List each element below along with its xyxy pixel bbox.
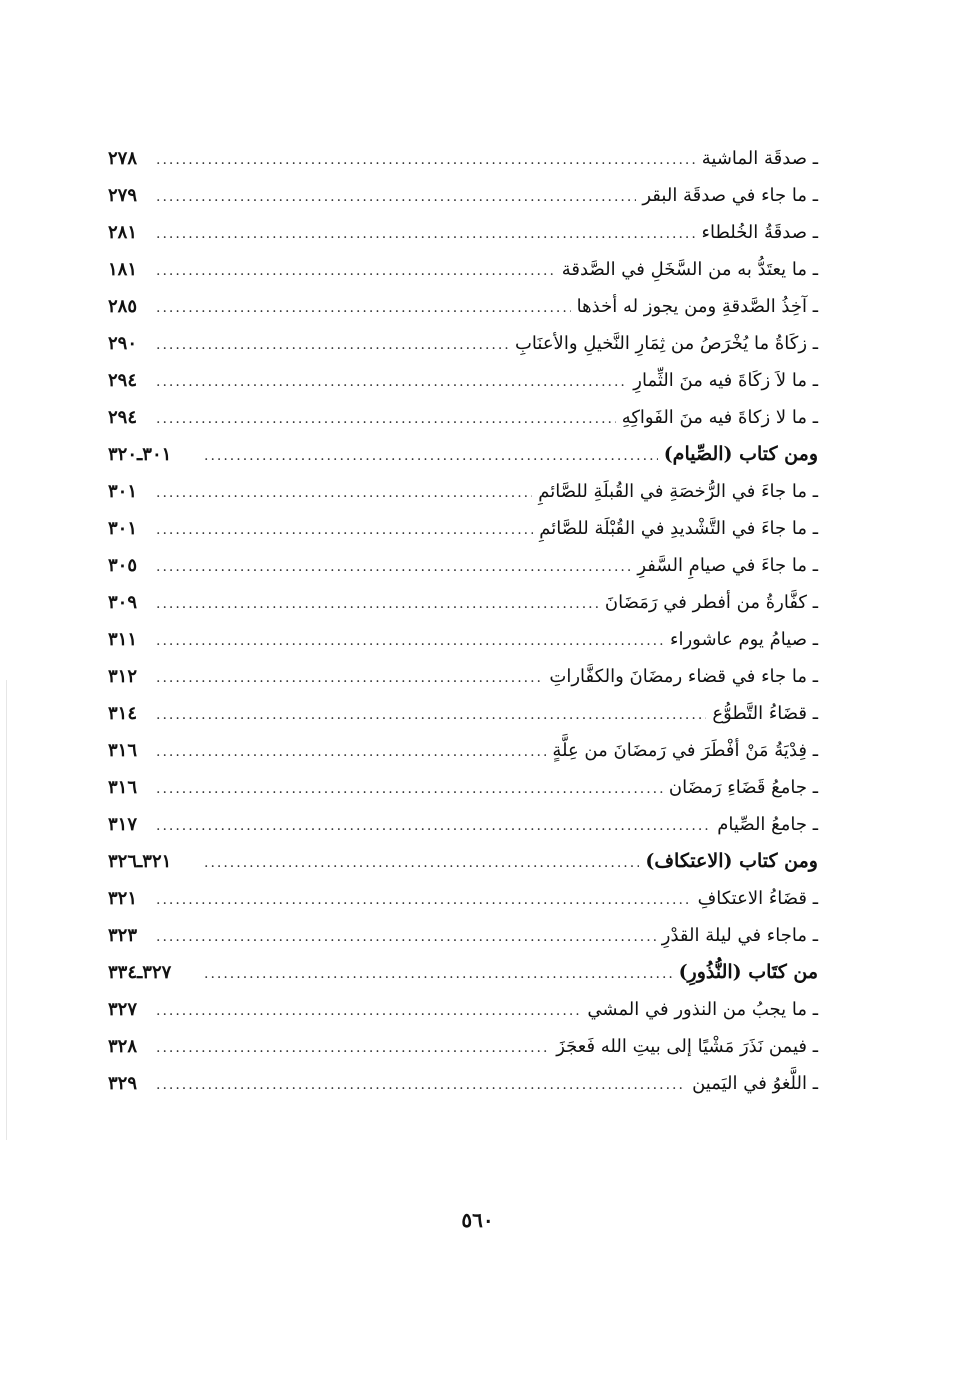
toc-dot-leader bbox=[156, 882, 692, 919]
toc-entry-title: ـ ما لا زكاةَ فيه منَ الفَواكِهِ bbox=[621, 407, 818, 428]
toc-dot-leader bbox=[156, 142, 696, 179]
toc-dot-leader bbox=[156, 1030, 550, 1067]
toc-entry-page: ٣١١ bbox=[108, 629, 138, 650]
toc-entry-page: ٣١٦ bbox=[108, 740, 138, 761]
toc-entry-page: ٣٢٨ bbox=[108, 1036, 138, 1057]
toc-entry-page: ٣٢٧ـ٣٣٤ bbox=[108, 962, 172, 983]
toc-entry-page: ٢٩٠ bbox=[108, 333, 138, 354]
toc-entry-title: ـ صدقَة الماشية bbox=[701, 148, 818, 169]
toc-dot-leader bbox=[156, 993, 581, 1030]
toc-entry-page: ٣٢٩ bbox=[108, 1073, 138, 1094]
toc-entry-page: ٣٢١ـ٣٢٦ bbox=[108, 851, 172, 872]
table-of-contents bbox=[108, 140, 818, 1102]
toc-entry bbox=[108, 510, 818, 547]
toc-dot-leader bbox=[156, 697, 706, 734]
toc-book-heading bbox=[108, 843, 818, 880]
toc-dot-leader bbox=[156, 475, 532, 512]
toc-dot-leader bbox=[156, 549, 631, 586]
toc-entry-title: من كتَاب (النُّذُورِ) bbox=[678, 961, 818, 983]
toc-entry bbox=[108, 769, 818, 806]
toc-dot-leader bbox=[156, 401, 616, 438]
toc-dot-leader bbox=[204, 845, 639, 882]
toc-entry-title: ـ ما جاء في قضاء رمضَانَ والكفَّاراتِ bbox=[549, 666, 818, 687]
toc-entry bbox=[108, 991, 818, 1028]
toc-dot-leader bbox=[204, 438, 658, 475]
toc-entry bbox=[108, 917, 818, 954]
toc-entry bbox=[108, 658, 818, 695]
toc-entry bbox=[108, 288, 818, 325]
toc-entry-title: ـ ما جاءَ في الرُّخصَةِ في القُبلَةِ للصَّائمِ bbox=[538, 481, 818, 502]
toc-dot-leader bbox=[204, 956, 673, 993]
toc-dot-leader bbox=[156, 734, 546, 771]
toc-entry-page: ١٨١ bbox=[108, 259, 138, 280]
toc-dot-leader bbox=[156, 771, 663, 808]
toc-dot-leader bbox=[156, 808, 711, 845]
toc-entry-page: ٣٠١ bbox=[108, 518, 138, 539]
toc-entry bbox=[108, 177, 818, 214]
toc-entry-page: ٢٧٩ bbox=[108, 185, 138, 206]
toc-entry-title: ـ ما جاءَ في التَّشْديدِ في القُبْلَة للصَّائمِ bbox=[539, 518, 818, 539]
toc-entry-page: ٣٢٣ bbox=[108, 925, 138, 946]
toc-entry bbox=[108, 1065, 818, 1102]
toc-dot-leader bbox=[156, 1067, 686, 1104]
toc-dot-leader bbox=[156, 327, 509, 364]
toc-entry-page: ٣٠١ـ٣٢٠ bbox=[108, 444, 172, 465]
toc-entry-title: ـ جامعُ الصِّيام bbox=[717, 814, 818, 835]
toc-entry bbox=[108, 621, 818, 658]
toc-entry-title: ـ ما يجبُ من النذور في المشي bbox=[587, 999, 818, 1020]
toc-dot-leader bbox=[156, 179, 636, 216]
toc-dot-leader bbox=[156, 290, 571, 327]
toc-entry-title: ـ ما جاء في صدقَة البقر bbox=[642, 185, 818, 206]
toc-entry-title: ـ زكَاةُ ما يُخْرَصُ من ثِمَارِ النَّخيلِ والأعنَابِ bbox=[514, 333, 818, 354]
toc-entry-title: ـ صيامُ يوم عاشوراء bbox=[670, 629, 818, 650]
toc-entry-title: ـ ماجاء في ليلة القدْرِ bbox=[661, 925, 818, 946]
toc-dot-leader bbox=[156, 364, 627, 401]
toc-entry-title: ـ كفَّارةُ من أفطر في رَمَضَانَ bbox=[604, 592, 818, 613]
toc-entry-title: ـ ما يعتَدُّ به من السَّخَلِ في الصَّدقة bbox=[561, 259, 818, 280]
toc-entry bbox=[108, 399, 818, 436]
toc-dot-leader bbox=[156, 253, 556, 290]
toc-dot-leader bbox=[156, 660, 543, 697]
toc-dot-leader bbox=[156, 216, 696, 253]
toc-entry-page: ٣١٧ bbox=[108, 814, 138, 835]
toc-dot-leader bbox=[156, 512, 533, 549]
toc-entry bbox=[108, 732, 818, 769]
page-number: ٥٦٠ bbox=[461, 1208, 494, 1232]
toc-entry bbox=[108, 695, 818, 732]
toc-entry bbox=[108, 880, 818, 917]
toc-book-heading bbox=[108, 954, 818, 991]
toc-entry-title: ـ قضَاءُ التَّطوُّع bbox=[712, 703, 818, 724]
toc-entry-title: ومن كتاب (الاعتكاف) bbox=[645, 850, 818, 872]
toc-entry bbox=[108, 1028, 818, 1065]
toc-entry-page: ٢٧٨ bbox=[108, 148, 138, 169]
toc-entry-title: ـ ما لاَ زكَاةَ فيه منَ الثِّمارِ bbox=[633, 370, 818, 391]
toc-entry-page: ٣١٢ bbox=[108, 666, 138, 687]
toc-entry bbox=[108, 806, 818, 843]
toc-entry bbox=[108, 547, 818, 584]
toc-entry-title: ـ آخِذُ الصَّدقةِ ومن يجوز له أخذها bbox=[576, 296, 818, 317]
toc-entry-title: ـ قضَاءُ الاعتكافِ bbox=[697, 888, 818, 909]
toc-dot-leader bbox=[156, 919, 656, 956]
toc-entry-page: ٢٨١ bbox=[108, 222, 138, 243]
toc-entry bbox=[108, 362, 818, 399]
toc-entry bbox=[108, 140, 818, 177]
toc-entry-title: ـ اللَّغوُ في اليَمين bbox=[692, 1073, 818, 1094]
toc-entry-title: ومن كتاب (الصِّيام) bbox=[663, 443, 818, 465]
toc-entry-page: ٢٩٤ bbox=[108, 370, 138, 391]
toc-entry-page: ٣٢٧ bbox=[108, 999, 138, 1020]
toc-entry-page: ٣١٤ bbox=[108, 703, 138, 724]
toc-entry-page: ٣٠٩ bbox=[108, 592, 138, 613]
toc-entry-page: ٢٩٤ bbox=[108, 407, 138, 428]
toc-entry-page: ٣٠١ bbox=[108, 481, 138, 502]
scan-edge-line bbox=[6, 680, 7, 1140]
toc-entry-page: ٣٠٥ bbox=[108, 555, 138, 576]
toc-entry-title: ـ جامعُ قَضَاءِ رَمضَان bbox=[668, 777, 818, 798]
toc-entry bbox=[108, 251, 818, 288]
toc-entry-title: ـ ما جاءَ في صيامِ السَّفرِ bbox=[637, 555, 818, 576]
toc-entry-page: ٢٨٥ bbox=[108, 296, 138, 317]
toc-entry-title: ـ فِدْيَةُ مَنْ أفْطَرَ في رَمضَانَ من عِلَّةٍ bbox=[552, 740, 818, 761]
toc-entry bbox=[108, 584, 818, 621]
toc-dot-leader bbox=[156, 586, 599, 623]
toc-dot-leader bbox=[156, 623, 664, 660]
toc-entry-title: ـ فيمن نَذَرَ مَشْيًا إلى بيتِ الله فَعجَزَ bbox=[556, 1036, 818, 1057]
toc-book-heading bbox=[108, 436, 818, 473]
toc-entry-page: ٣١٦ bbox=[108, 777, 138, 798]
toc-entry bbox=[108, 214, 818, 251]
toc-entry-page: ٣٢١ bbox=[108, 888, 138, 909]
toc-entry bbox=[108, 325, 818, 362]
toc-entry bbox=[108, 473, 818, 510]
toc-entry-title: ـ صدقَةُ الخُلطاء bbox=[701, 222, 818, 243]
